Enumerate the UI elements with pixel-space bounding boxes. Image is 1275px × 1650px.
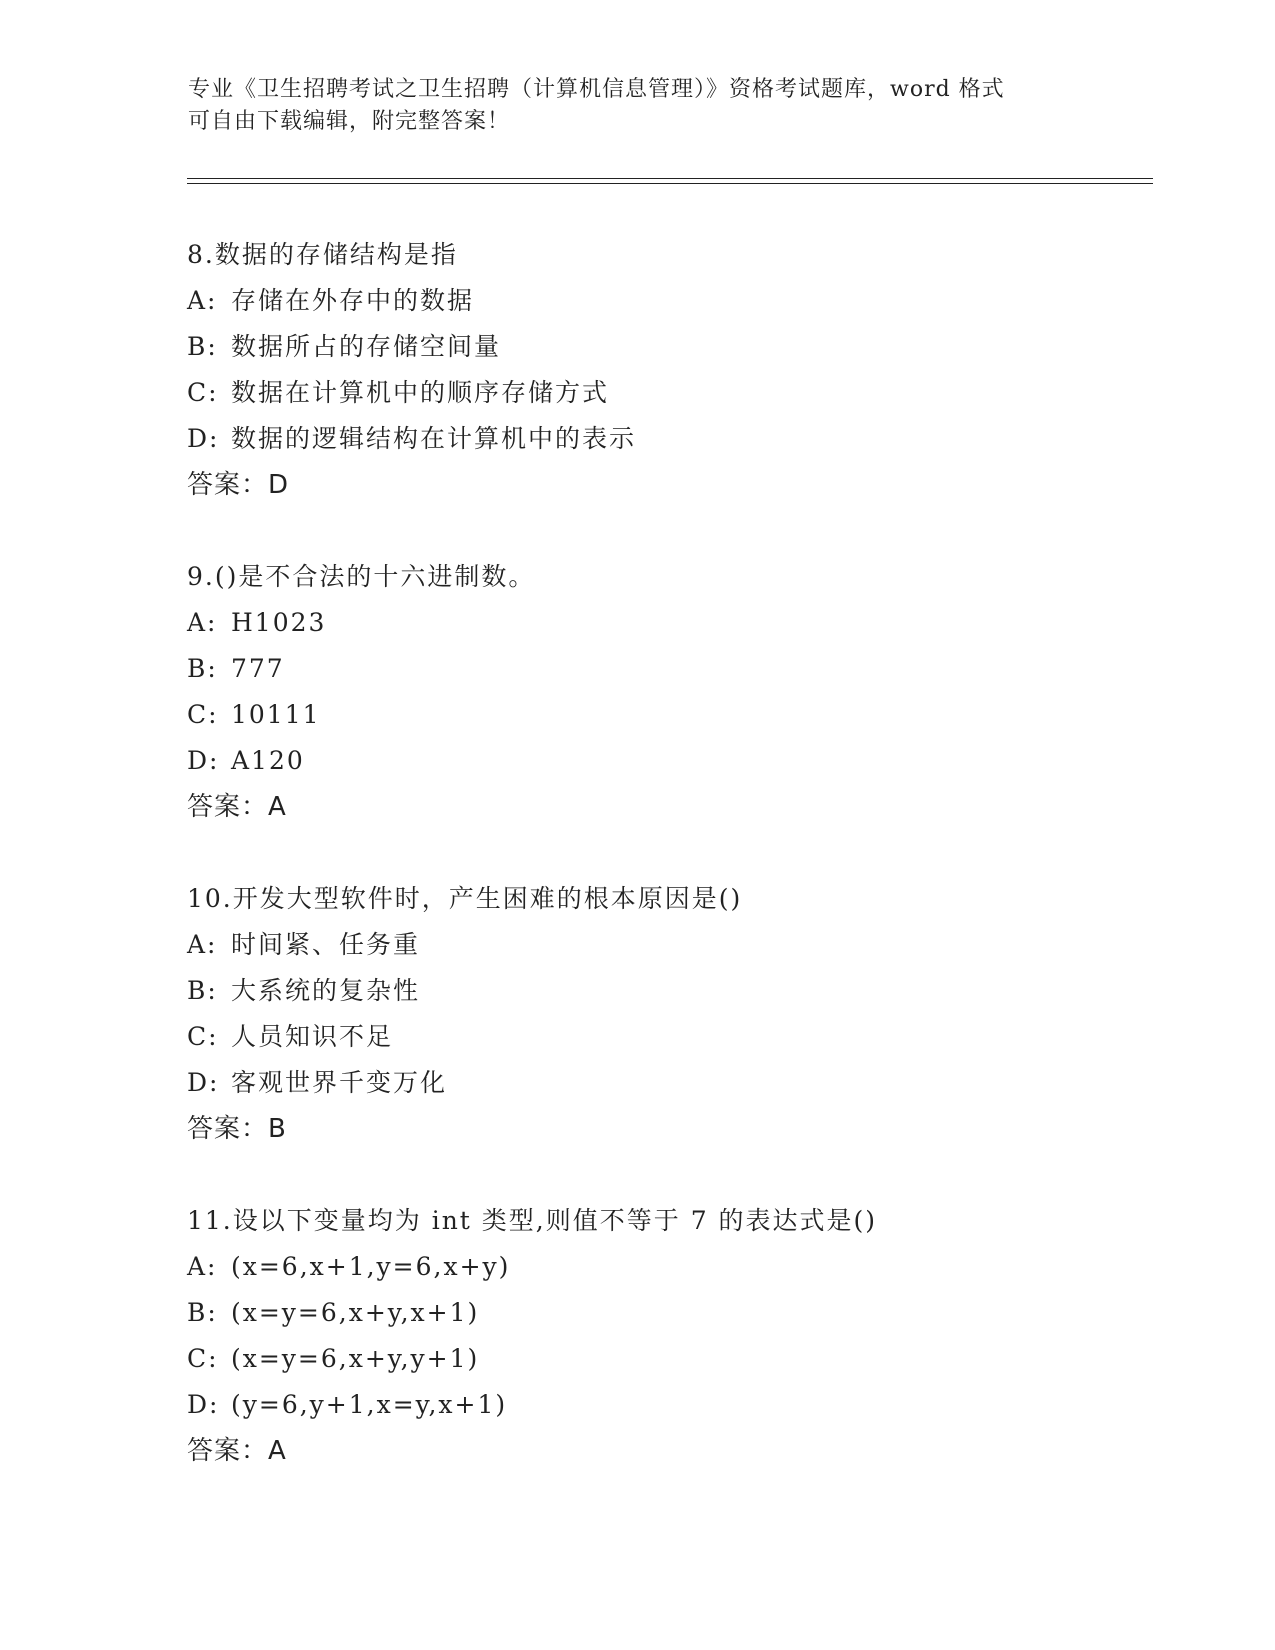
option-letter: D:: [187, 1068, 220, 1097]
header-divider-top: [187, 178, 1153, 179]
option-letter: C:: [187, 378, 219, 407]
option-letter: B:: [187, 332, 218, 361]
option-text: 客观世界千变万化: [231, 1068, 448, 1097]
option-letter: A:: [187, 608, 218, 637]
option-text: 大系统的复杂性: [231, 976, 421, 1005]
option-text: 存储在外存中的数据: [231, 286, 475, 315]
question-stem: 8.数据的存储结构是指: [187, 240, 458, 269]
question-stem: 10.开发大型软件时，产生困难的根本原因是(): [187, 884, 743, 913]
option-text: 数据的逻辑结构在计算机中的表示: [231, 424, 637, 453]
option-letter: A:: [187, 1252, 218, 1281]
option-d: [187, 416, 1147, 462]
option-text: 人员知识不足: [231, 1022, 394, 1051]
answer-line: 答案：B: [187, 1114, 287, 1144]
option-d: [187, 1060, 1147, 1106]
option-c: [187, 692, 1147, 738]
document-header: [188, 74, 1088, 138]
option-letter: D:: [187, 746, 220, 775]
option-d: [187, 1382, 1147, 1428]
option-text: (x=y=6,x+y,x+1): [231, 1298, 480, 1327]
option-letter: A:: [187, 286, 218, 315]
option-b: [187, 1290, 1147, 1336]
option-a: [187, 600, 1147, 646]
question-9: [187, 554, 1147, 830]
option-a: [187, 922, 1147, 968]
option-letter: A:: [187, 930, 218, 959]
option-a: [187, 278, 1147, 324]
option-c: [187, 1014, 1147, 1060]
option-letter: B:: [187, 1298, 218, 1327]
option-letter: B:: [187, 976, 218, 1005]
option-d: [187, 738, 1147, 784]
option-text: A120: [231, 746, 305, 775]
option-text: 数据在计算机中的顺序存储方式: [231, 378, 610, 407]
question-8: [187, 232, 1147, 508]
question-11: [187, 1198, 1147, 1474]
option-letter: D:: [187, 1390, 220, 1419]
option-b: [187, 324, 1147, 370]
option-a: [187, 1244, 1147, 1290]
question-10: [187, 876, 1147, 1152]
option-text: 10111: [231, 700, 321, 729]
option-text: 数据所占的存储空间量: [231, 332, 502, 361]
answer-line: 答案：A: [187, 792, 287, 822]
option-text: 时间紧、任务重: [231, 930, 421, 959]
option-c: [187, 1336, 1147, 1382]
option-letter: C:: [187, 700, 219, 729]
option-letter: B:: [187, 654, 218, 683]
header-line-1: 专业《卫生招聘考试之卫生招聘（计算机信息管理）》资格考试题库，word 格式: [188, 77, 1005, 102]
option-letter: C:: [187, 1344, 219, 1373]
option-c: [187, 370, 1147, 416]
option-text: H1023: [231, 608, 327, 637]
question-stem: 11.设以下变量均为 int 类型,则值不等于 7 的表达式是(): [187, 1206, 878, 1235]
option-text: (x=6,x+1,y=6,x+y): [231, 1252, 511, 1281]
header-divider-bottom: [187, 183, 1153, 184]
answer-line: 答案：D: [187, 470, 290, 500]
option-letter: D:: [187, 424, 220, 453]
option-b: [187, 646, 1147, 692]
option-text: (x=y=6,x+y,y+1): [231, 1344, 480, 1373]
header-line-2: 可自由下载编辑，附完整答案！: [188, 109, 511, 134]
option-letter: C:: [187, 1022, 219, 1051]
question-list: [187, 232, 1147, 1520]
option-b: [187, 968, 1147, 1014]
question-stem: 9.()是不合法的十六进制数。: [187, 562, 536, 591]
option-text: 777: [231, 654, 285, 683]
option-text: (y=6,y+1,x=y,x+1): [231, 1390, 508, 1419]
answer-line: 答案：A: [187, 1436, 287, 1466]
